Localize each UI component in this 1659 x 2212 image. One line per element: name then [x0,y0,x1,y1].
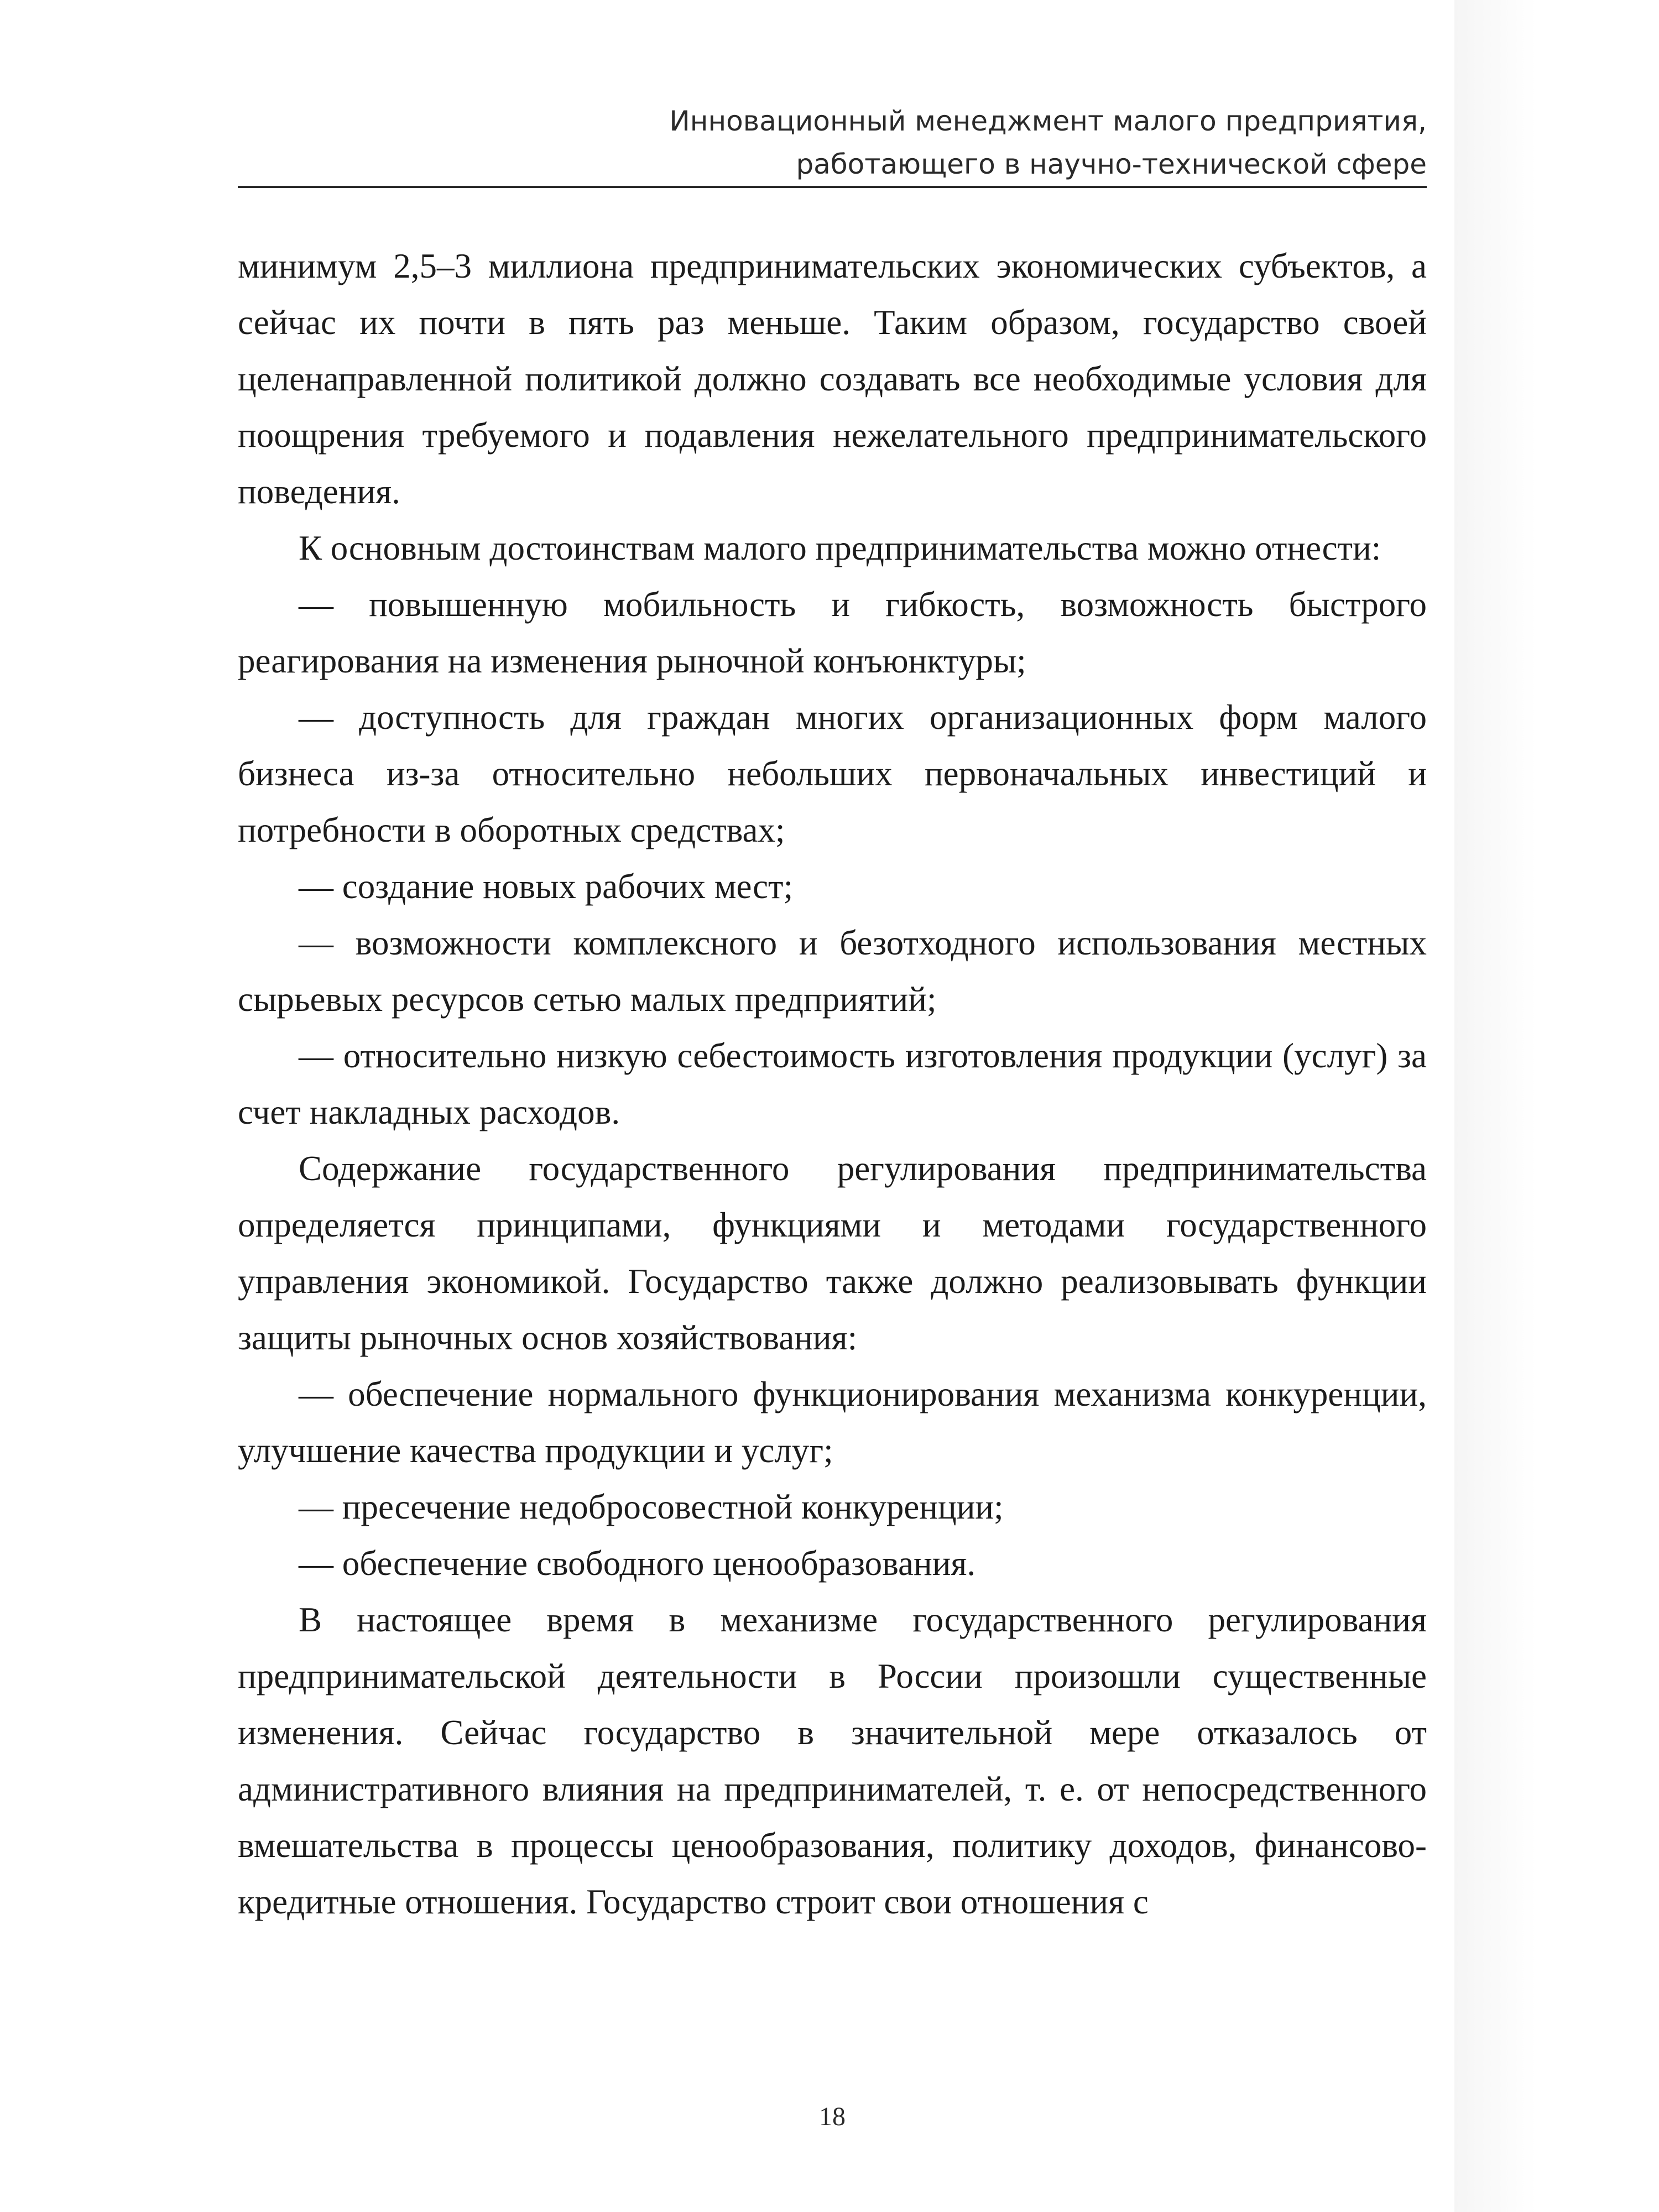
list-item: — повышенную мобильность и гибкость, возможность быстрого реагирования на изменения рыночной конъюнктуры; [238,585,1427,680]
list-item: — относительно низкую себестоимость изготовления продукции (услуг) за счет накладных расходов. [238,1036,1427,1131]
header-rule [238,186,1427,188]
running-header [238,100,1427,186]
list-item: — пресечение недобросовестной конкуренции; [299,1488,1004,1526]
scan-edge [1454,0,1659,2212]
list-item: — обеспечение свободного ценообразования. [299,1544,976,1583]
running-header-line-1: Инновационный менеджмент малого предприятия, [669,105,1427,137]
paragraph: Содержание государственного регулирования предпринимательства определяется принципами, функциями и методами государственного управления экономикой. Государство также должно реализовывать функции защиты рыночных основ хозяйствования: [238,1149,1427,1357]
page-number: 18 [819,2102,846,2131]
paragraph: К основным достоинствам малого предпринимательства можно отнести: [299,529,1381,567]
paragraph: В настоящее время в механизме государственного регулирования предпринимательской деятельности в России произошли существенные изменения. Сейчас государство в значительной мере отказалось от административного влияния на предпринимателей, т. е. от непосредственного вмешательства в процессы ценообразования, политику доходов, финансово-кредитные отношения. Государство строит свои отношения с [238,1600,1427,1921]
list-item: — создание новых рабочих мест; [299,867,794,906]
list-item: — доступность для граждан многих организационных форм малого бизнеса из-за относительно небольших первоначальных инвестиций и потребности в оборотных средствах; [238,698,1427,849]
body-text [238,238,1427,1930]
paragraph-continuation: минимум 2,5–3 миллиона предпринимательских экономических субъектов, а сейчас их почти в пять раз меньше. Таким образом, государство своей целенаправленной политикой должно создавать все необходимые условия для поощрения требуемого и подавления нежелательного предпринимательского поведения. [238,247,1427,511]
book-page [238,0,1427,2212]
running-header-line-2: работающего в научно-технической сфере [796,148,1427,180]
list-item: — обеспечение нормального функционирования механизма конкуренции, улучшение качества продукции и услуг; [238,1375,1427,1470]
list-item: — возможности комплексного и безотходного использования местных сырьевых ресурсов сетью малых предприятий; [238,924,1427,1019]
